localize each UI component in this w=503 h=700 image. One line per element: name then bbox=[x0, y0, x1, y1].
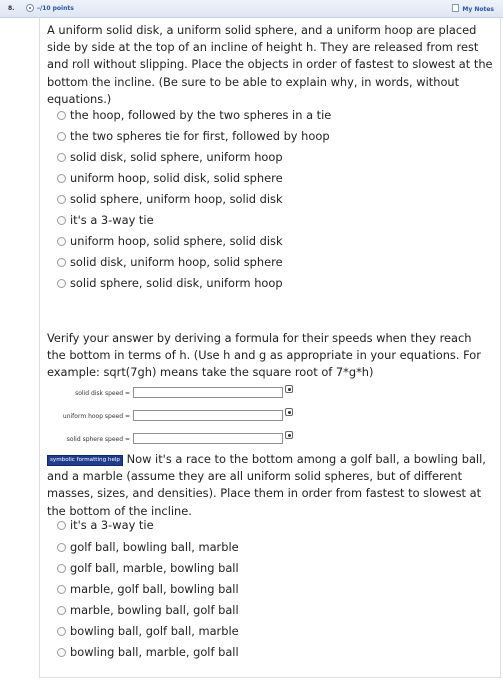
solid-sphere-speed-row bbox=[40, 433, 500, 447]
radio-button[interactable] bbox=[57, 521, 66, 530]
q3-option-label: golf ball, bowling ball, marble bbox=[70, 540, 239, 554]
radio-button[interactable] bbox=[57, 543, 66, 552]
q1-option[interactable] bbox=[57, 149, 283, 166]
q3-option[interactable] bbox=[57, 602, 239, 619]
q1-option-label: uniform hoop, solid sphere, solid disk bbox=[70, 234, 283, 248]
question-header bbox=[0, 0, 503, 18]
uniform-hoop-speed-row bbox=[40, 410, 500, 424]
question3-text: Now it's a race to the bottom among a golf ball, a bowling ball, and a marble (assume they are all uniform solid spheres, but of different masses, sizes, and densities). Place them in order from fastest to slowest at the bottom of the incline. bbox=[47, 452, 486, 518]
q1-option-label: solid sphere, solid disk, uniform hoop bbox=[70, 276, 283, 290]
points-label: –/10 points bbox=[37, 5, 74, 12]
q1-option[interactable] bbox=[57, 233, 283, 250]
solid-disk-speed-input[interactable] bbox=[133, 387, 283, 398]
answer-preview-icon[interactable] bbox=[285, 385, 293, 393]
q1-option[interactable] bbox=[57, 128, 330, 145]
q3-option[interactable] bbox=[57, 517, 154, 534]
radio-button[interactable] bbox=[57, 258, 66, 267]
question3-block bbox=[47, 451, 493, 520]
q1-option-label: the two spheres tie for first, followed by hoop bbox=[70, 129, 330, 143]
q1-option-label: solid disk, uniform hoop, solid sphere bbox=[70, 255, 283, 269]
question1-text: A uniform solid disk, a uniform solid sphere, and a uniform hoop are placed side by side at the top of an incline of height h. They are released from rest and roll without slipping. Place the objects in order of fastest to slowest at the bottom the incline. (Be sure to be able to explain why, in words, without equations.) bbox=[47, 23, 493, 106]
symbolic-formatting-help-button[interactable]: symbolic formatting help bbox=[47, 455, 123, 466]
field-label: solid sphere speed = bbox=[66, 436, 130, 443]
q1-option[interactable] bbox=[57, 254, 283, 271]
q1-option-label: solid disk, solid sphere, uniform hoop bbox=[70, 150, 283, 164]
q3-option[interactable] bbox=[57, 560, 239, 577]
answer-preview-icon[interactable] bbox=[285, 408, 293, 416]
my-notes-link[interactable] bbox=[452, 4, 494, 13]
radio-button[interactable] bbox=[57, 648, 66, 657]
radio-button[interactable] bbox=[57, 132, 66, 141]
field-label: uniform hoop speed = bbox=[62, 413, 130, 420]
q3-option-label: golf ball, marble, bowling ball bbox=[70, 561, 239, 575]
q3-option[interactable] bbox=[57, 581, 239, 598]
q1-option[interactable] bbox=[57, 212, 154, 229]
radio-button[interactable] bbox=[57, 585, 66, 594]
field-label: solid disk speed = bbox=[75, 390, 130, 397]
question2-text: Verify your answer by deriving a formula for their speeds when they reach the bottom in terms of h. (Use h and g as appropriate in your equations. For example: sqrt(7gh) means take the square root of 7*g*h) bbox=[47, 331, 481, 380]
radio-button[interactable] bbox=[57, 174, 66, 183]
q1-option[interactable] bbox=[57, 170, 283, 187]
q3-option[interactable] bbox=[57, 539, 239, 556]
radio-button[interactable] bbox=[57, 606, 66, 615]
q1-option[interactable] bbox=[57, 191, 283, 208]
radio-button[interactable] bbox=[57, 237, 66, 246]
q1-option[interactable] bbox=[57, 107, 331, 124]
question-number: 8. bbox=[8, 5, 15, 12]
my-notes-label: My Notes bbox=[462, 6, 494, 13]
notes-icon bbox=[452, 4, 459, 12]
q1-option[interactable] bbox=[57, 275, 283, 292]
q1-option-label: it's a 3-way tie bbox=[70, 213, 154, 227]
radio-button[interactable] bbox=[57, 564, 66, 573]
radio-button[interactable] bbox=[57, 195, 66, 204]
solid-disk-speed-row bbox=[40, 387, 500, 401]
q3-option-label: bowling ball, golf ball, marble bbox=[70, 624, 239, 638]
q3-option-label: bowling ball, marble, golf ball bbox=[70, 645, 239, 659]
q1-option-label: uniform hoop, solid disk, solid sphere bbox=[70, 171, 283, 185]
radio-button[interactable] bbox=[57, 153, 66, 162]
radio-button[interactable] bbox=[57, 279, 66, 288]
q3-option[interactable] bbox=[57, 644, 239, 661]
answer-preview-icon[interactable] bbox=[285, 431, 293, 439]
question-content bbox=[39, 17, 501, 678]
solid-sphere-speed-input[interactable] bbox=[133, 433, 283, 444]
q3-option-label: it's a 3-way tie bbox=[70, 518, 154, 532]
q3-option[interactable] bbox=[57, 623, 239, 640]
radio-button[interactable] bbox=[57, 627, 66, 636]
radio-button[interactable] bbox=[57, 216, 66, 225]
q3-option-label: marble, bowling ball, golf ball bbox=[70, 603, 239, 617]
radio-button[interactable] bbox=[57, 111, 66, 120]
points-status-icon bbox=[26, 4, 34, 12]
uniform-hoop-speed-input[interactable] bbox=[133, 410, 283, 421]
q1-option-label: the hoop, followed by the two spheres in a tie bbox=[70, 108, 332, 122]
q1-option-label: solid sphere, uniform hoop, solid disk bbox=[70, 192, 283, 206]
q3-option-label: marble, golf ball, bowling ball bbox=[70, 582, 239, 596]
